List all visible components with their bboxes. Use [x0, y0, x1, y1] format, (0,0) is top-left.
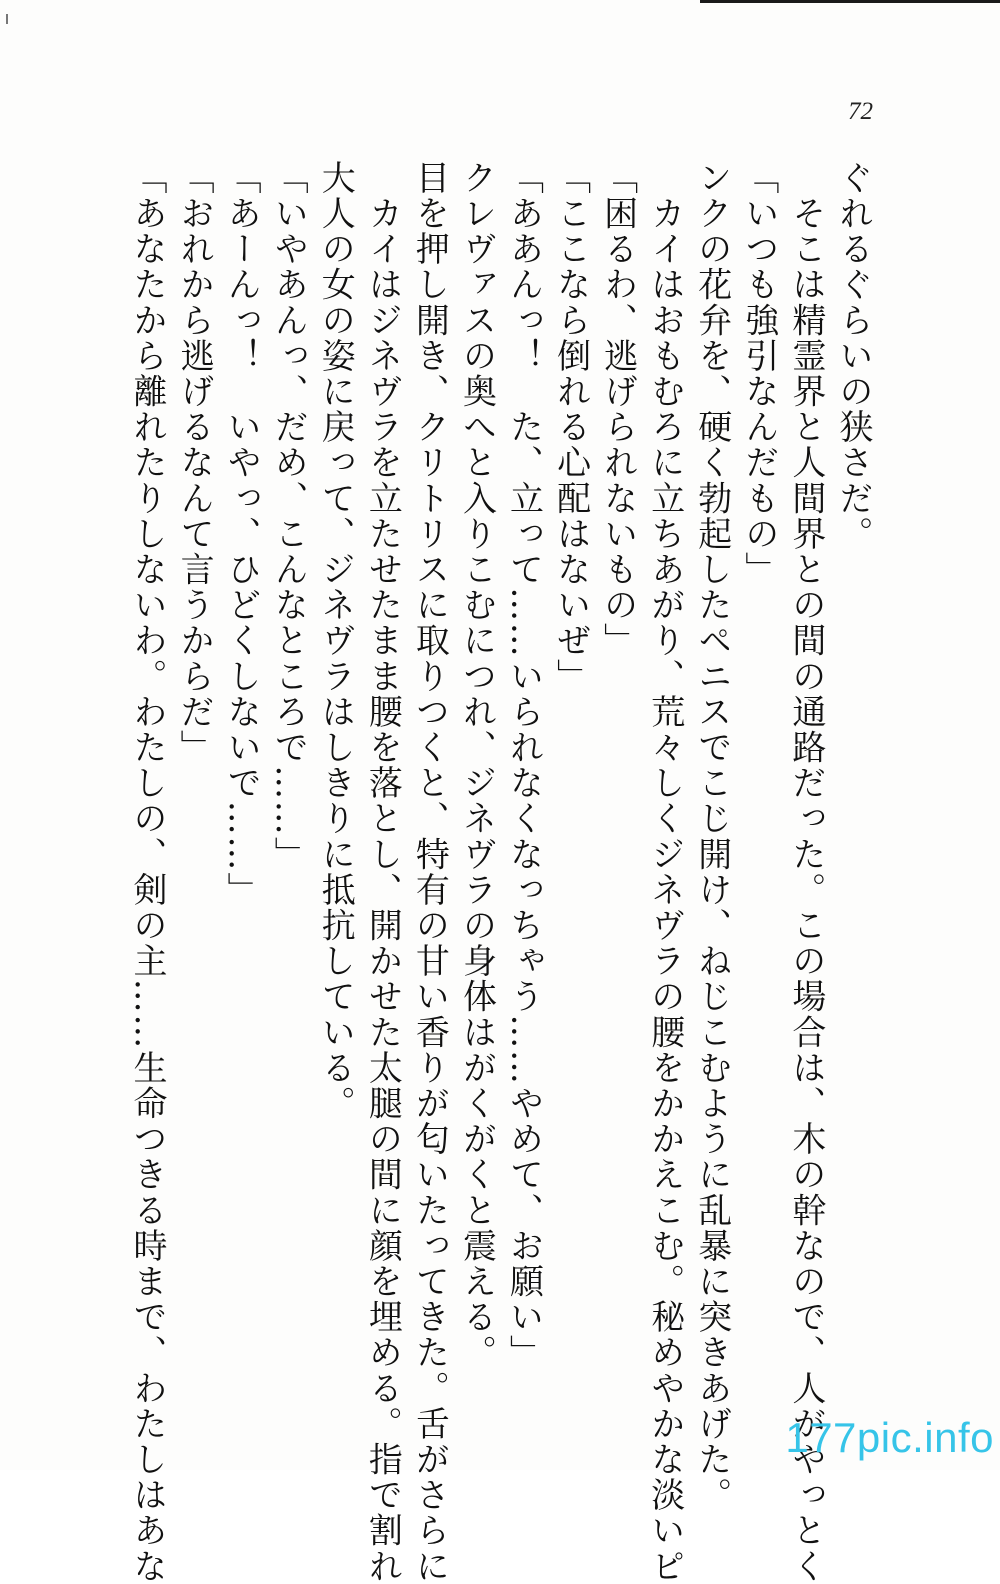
text-line-10: 目を押し開き、クリトリスに取りつくと、特有の甘い香りが匂いたってきた。舌がさらに [409, 160, 450, 1584]
text-line-1: ぐれるぐらいの狭さだ。 [832, 160, 873, 552]
text-line-5: カイはおもむろに立ちあがり、荒々しくジネヴラの腰をかかえこむ。秘めやかな淡いピ [644, 160, 685, 1584]
text-line-6: 「困るわ、逃げられないもの」 [597, 160, 638, 659]
top-rule-line [700, 0, 1000, 3]
text-line-9: クレヴァスの奥へと入りこむにつれ、ジネヴラの身体はがくがくと震える。 [456, 160, 497, 1371]
page-number: 72 [848, 98, 873, 125]
text-line-12: 大人の女の姿に戻って、ジネヴラはしきりに抵抗している。 [315, 160, 356, 1122]
text-line-2: そこは精霊界と人間界との間の通路だった。この場合は、木の幹なので、人がやっとく [785, 160, 826, 1584]
watermark: 177pic.info [785, 1414, 994, 1461]
text-line-14: 「あーんっ！ いやっ、ひどくしないで……」 [221, 160, 262, 908]
text-line-16: 「あなたから離れたりしないわ。わたしの、剣の主……生命つきる時まで、わたしはあな [127, 160, 167, 1584]
text-line-15: 「おれから逃げるなんて言うからだ」 [174, 160, 215, 766]
text-line-8: 「ああんっ！ た、立って……いられなくなっちゃう……やめて、お願い」 [503, 160, 544, 1371]
vertical-text-block [127, 160, 873, 1584]
text-line-3: 「いつも強引なんだもの」 [738, 160, 779, 588]
text-line-13: 「いやあんっ、だめ、こんなところで……」 [268, 160, 309, 872]
text-line-7: 「ここなら倒れる心配はないぜ」 [550, 160, 591, 694]
scan-speck [6, 14, 8, 24]
text-line-4: ンクの花弁を、硬く勃起したペニスでこじ開け、ねじこむように乱暴に突きあげた。 [691, 160, 732, 1513]
text-line-11: カイはジネヴラを立たせたまま腰を落とし、開かせた太腿の間に顔を埋める。指で割れ [362, 160, 403, 1584]
